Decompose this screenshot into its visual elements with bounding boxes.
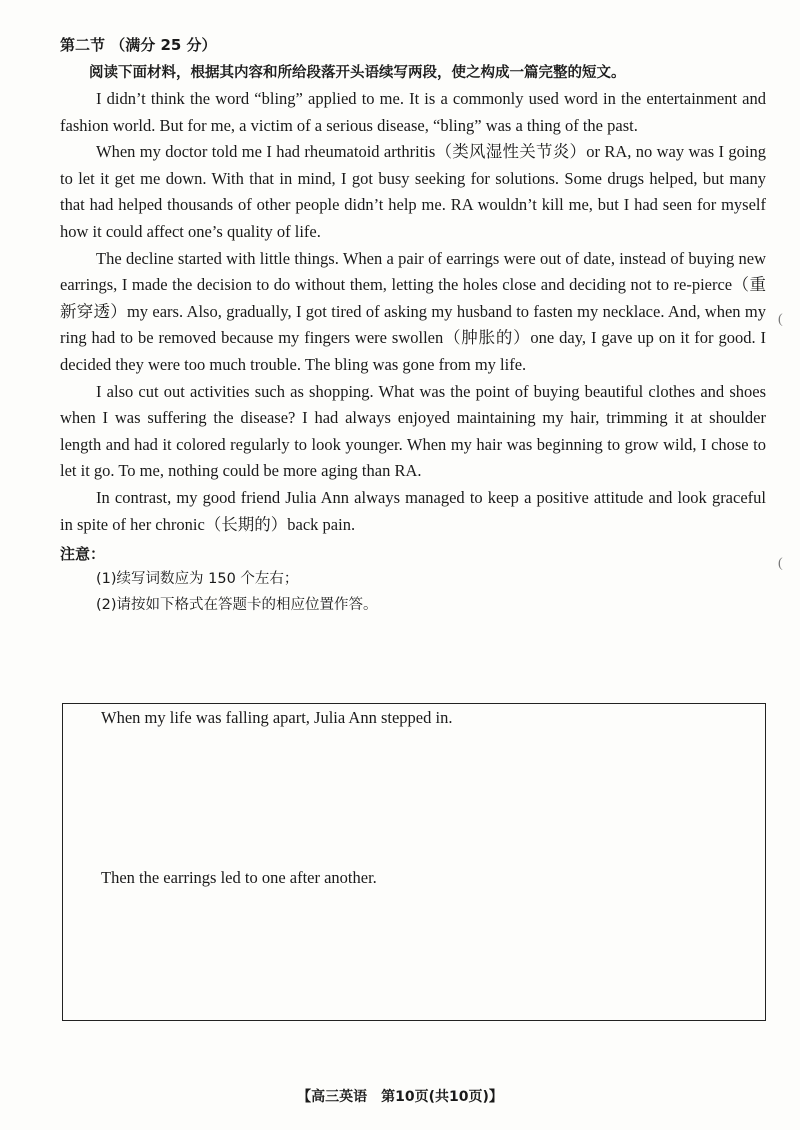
passage-paragraph-2: When my doctor told me I had rheumatoid arthritis（类风湿性关节炎）or RA, no way was I going to let it get me down. With that in mind, I got busy seeking for solutions. Some drugs helped, but many that had helped thousands of other people didn’t help me. RA wouldn’t kill me, but I had seen for myself how it could affect one’s quality of life. [60,142,766,241]
instruction: 阅读下面材料，根据其内容和所给段落开头语续写两段，使之构成一篇完整的短文。 [89,65,626,81]
note-item-2: (2)请按如下格式在答题卡的相应位置作答。 [96,597,378,614]
answer-box[interactable] [62,703,766,1021]
notes-heading: 注意： [60,545,106,564]
passage-paragraph-4: I also cut out activities such as shopping. What was the point of buying beautiful clothes and shoes when I was suffering the disease? I had always enjoyed maintaining my hair, trimming it at shoulder length and had it colored regularly to look younger. When my hair was beginning to grow wild, I chose to let it go. To me, nothing could be more aging than RA. [60,381,766,481]
page-footer: 【高三英语 第10页(共10页)】 [297,1089,503,1105]
continuation-opening-1: When my life was falling apart, Julia Ann stepped in. [101,708,453,727]
binding-mark: ( [778,556,783,571]
passage-paragraph-1: I didn’t think the word “bling” applied to me. It is a commonly used word in the entertainment and fashion world. But for me, a victim of a serious disease, “bling” was a thing of the past. [60,89,766,135]
section-title: 第二节 （满分 25 分） [60,36,217,54]
binding-mark: ( [778,312,783,327]
passage-paragraph-3: The decline started with little things. When a pair of earrings were out of date, instead of buying new earrings, I made the decision to do without them, letting the holes close and deciding not to re-pierce（重新穿透）my ears. Also, gradually, I got tired of asking my husband to fasten my necklace. And, when my ring had to be removed because my fingers were swollen（肿胀的）one day, I gave up on it for good. I decided they were too much trouble. The bling was gone from my life. [60,248,766,374]
exam-page [60,34,766,618]
continuation-opening-2: Then the earrings led to one after another. [101,868,377,887]
passage-paragraph-5: In contrast, my good friend Julia Ann always managed to keep a positive attitude and look graceful in spite of her chronic（长期的）back pain. [60,487,766,534]
note-item-1: (1)续写词数应为 150 个左右； [96,571,299,588]
